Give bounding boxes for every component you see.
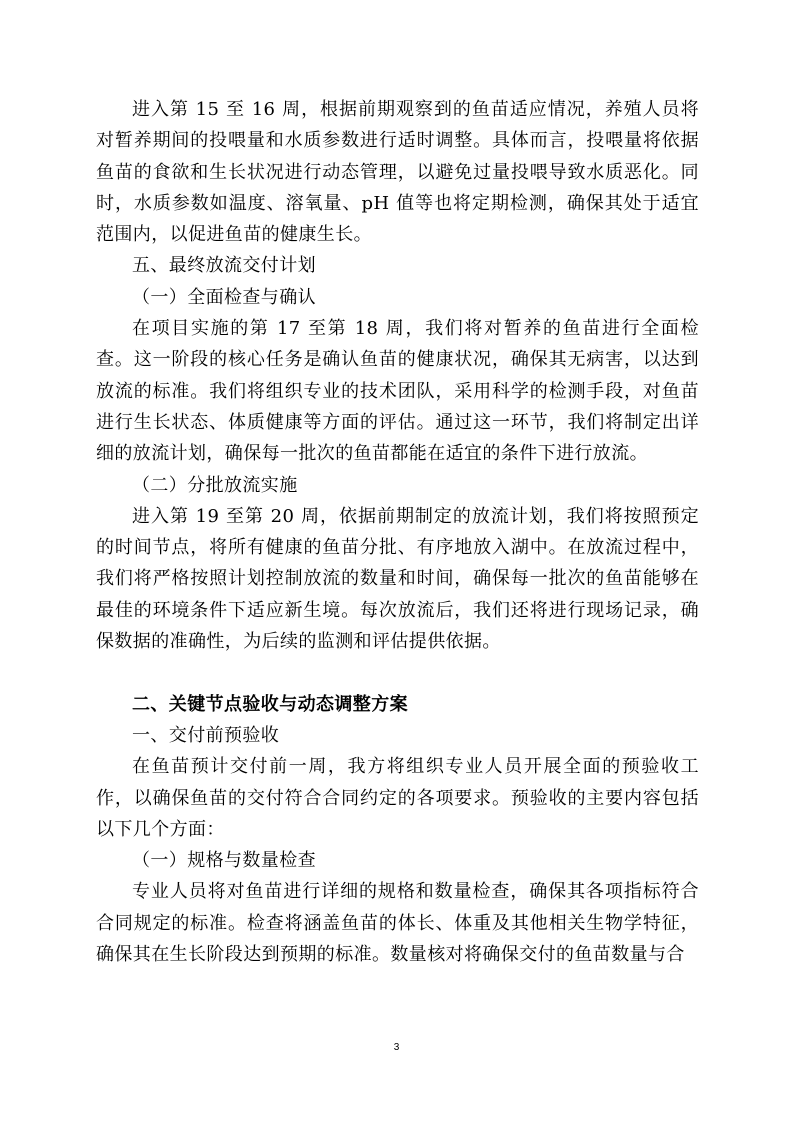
heading-pre-acceptance: 一、交付前预验收 [132, 724, 280, 746]
subheading-full-inspection: （一）全面检查与确认 [132, 286, 316, 308]
subheading-spec-quantity-check: （一）规格与数量检查 [132, 850, 316, 872]
paragraph-pre-acceptance: 在鱼苗预计交付前一周，我方将组织专业人员开展全面的预验收工作，以确保鱼苗的交付符合合同约定的各项要求。预验收的主要内容包括以下几个方面： [96, 756, 699, 840]
section-title-acceptance: 二、关键节点验收与动态调整方案 [132, 693, 408, 715]
paragraph-spec-quantity-check: 专业人员将对鱼苗进行详细的规格和数量检查，确保其各项指标符合合同规定的标准。检查将涵盖鱼苗的体长、体重及其他相关生物学特征，确保其在生长阶段达到预期的标准。数量核对将确保交付的鱼苗数量与合 [96, 881, 699, 966]
paragraph-full-inspection: 在项目实施的第 17 至第 18 周，我们将对暂养的鱼苗进行全面检查。这一阶段的核心任务是确认鱼苗的健康状况，确保其无病害，以达到放流的标准。我们将组织专业的技术团队，采用科学的检测手段，对鱼苗进行生长状态、体质健康等方面的评估。通过这一环节，我们将制定出详细的放流计划，确保每一批次的鱼苗都能在适宜的条件下进行放流。 [96, 318, 699, 465]
paragraph-feeding-adjustment: 进入第 15 至 16 周，根据前期观察到的鱼苗适应情况，养殖人员将对暂养期间的投喂量和水质参数进行适时调整。具体而言，投喂量将依据鱼苗的食欲和生长状况进行动态管理，以避免过量投喂导致水质恶化。同时，水质参数如温度、溶氧量、pH 值等也将定期检测，确保其处于适宜范围内，以促进鱼苗的健康生长。 [96, 99, 699, 246]
paragraph-batch-release: 进入第 19 至第 20 周，依据前期制定的放流计划，我们将按照预定的时间节点，将所有健康的鱼苗分批、有序地放入湖中。在放流过程中，我们将严格按照计划控制放流的数量和时间，确保每一批次的鱼苗能够在最佳的环境条件下适应新生境。每次放流后，我们还将进行现场记录，确保数据的准确性，为后续的监测和评估提供依据。 [96, 505, 699, 653]
subheading-batch-release: （二）分批放流实施 [132, 474, 298, 496]
page-number: 3 [393, 1042, 400, 1053]
heading-final-release-plan: 五、最终放流交付计划 [132, 255, 316, 277]
page-body [96, 94, 699, 970]
